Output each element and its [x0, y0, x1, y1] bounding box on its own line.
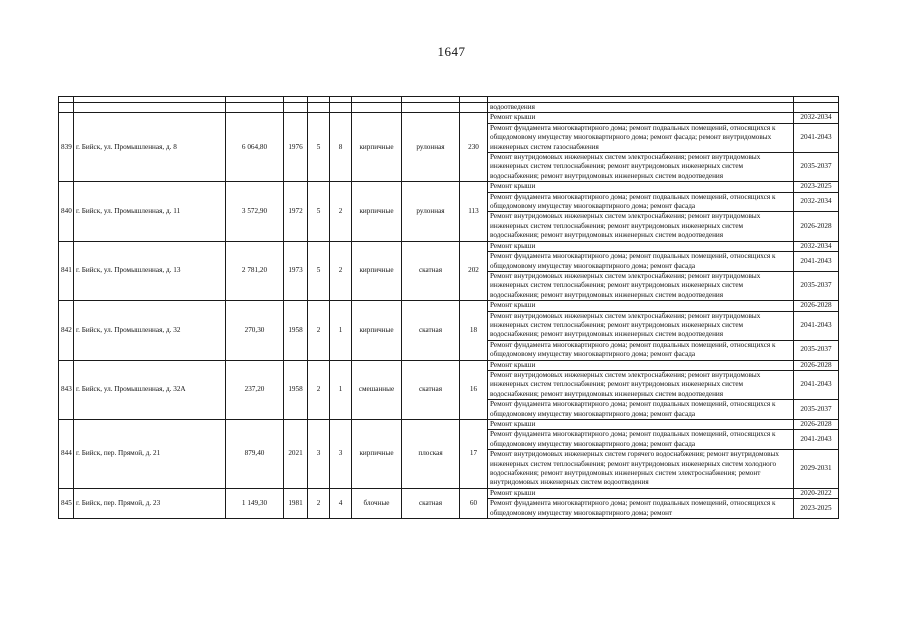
work-description: Ремонт фундамента многоквартирного дома; ремонт подвальных помещений, относящихся к общедомовому имуществу многоквартирного дома; ремонт фасада: [488, 430, 794, 450]
work-period: 2041-2043: [794, 252, 839, 272]
work-period: 2041-2043: [794, 430, 839, 450]
roof-type: скатная: [402, 488, 460, 518]
work-description: Ремонт крыши: [488, 113, 794, 123]
building-address: г. Бийск, ул. Промышленная, д. 32А: [74, 360, 226, 419]
work-period: 2026-2028: [794, 301, 839, 311]
work-period: 2020-2022: [794, 488, 839, 498]
work-description: Ремонт фундамента многоквартирного дома; ремонт подвальных помещений, относящихся к общедомовому имуществу многоквартирного дома; ремонт фасада: [488, 340, 794, 360]
building-row: [59, 241, 839, 251]
building-row: [59, 360, 839, 370]
building-address: г. Бийск, ул. Промышленная, д. 8: [74, 113, 226, 182]
floor-count: 5: [308, 241, 330, 300]
building-row: [59, 488, 839, 498]
entrance-count: 4: [330, 488, 352, 518]
apartment-count: 16: [460, 360, 488, 419]
commissioning-year: 1972: [284, 182, 308, 241]
wall-material: блочные: [352, 488, 402, 518]
entrance-count: 2: [330, 182, 352, 241]
wall-material: кирпичные: [352, 420, 402, 489]
wall-material: кирпичные: [352, 113, 402, 182]
work-period: 2026-2028: [794, 420, 839, 430]
work-description: Ремонт крыши: [488, 241, 794, 251]
apartment-count: 60: [460, 488, 488, 518]
work-description: Ремонт крыши: [488, 488, 794, 498]
roof-type: рулонная: [402, 113, 460, 182]
work-period: 2032-2034: [794, 113, 839, 123]
wall-material: кирпичные: [352, 301, 402, 360]
work-description: Ремонт фундамента многоквартирного дома; ремонт подвальных помещений, относящихся к общедомовому имуществу многоквартирного дома; ремонт: [488, 499, 794, 519]
repair-schedule-table: [58, 96, 839, 519]
apartment-count: 18: [460, 301, 488, 360]
wall-material: кирпичные: [352, 241, 402, 300]
building-number: 844: [59, 420, 74, 489]
work-description: Ремонт крыши: [488, 182, 794, 192]
commissioning-year: 1976: [284, 113, 308, 182]
floor-count: 5: [308, 113, 330, 182]
work-description: Ремонт фундамента многоквартирного дома; ремонт подвальных помещений, относящихся к общедомовому имуществу многоквартирного дома; ремонт фасада: [488, 252, 794, 272]
roof-type: скатная: [402, 360, 460, 419]
work-description: Ремонт крыши: [488, 360, 794, 370]
work-period: 2026-2028: [794, 360, 839, 370]
building-row: [59, 420, 839, 430]
roof-type: скатная: [402, 241, 460, 300]
roof-type: рулонная: [402, 182, 460, 241]
roof-type: скатная: [402, 301, 460, 360]
building-address: г. Бийск, ул. Промышленная, д. 11: [74, 182, 226, 241]
work-description: Ремонт фундамента многоквартирного дома; ремонт подвальных помещений, относящихся к общедомовому имуществу многоквартирного дома; ремонт фасада: [488, 400, 794, 420]
building-area: 6 064,80: [226, 113, 284, 182]
work-period: 2032-2034: [794, 192, 839, 212]
floor-count: 2: [308, 488, 330, 518]
floor-count: 2: [308, 360, 330, 419]
apartment-count: 113: [460, 182, 488, 241]
work-period: 2035-2037: [794, 400, 839, 420]
building-address: г. Бийск, пер. Прямой, д. 21: [74, 420, 226, 489]
work-description: Ремонт внутридомовых инженерных систем электроснабжения; ремонт внутридомовых инженерных систем теплоснабжения; ремонт внутридомовых инженерных систем водоснабжения; ремонт внутридомовых инженерных систем водоотведения: [488, 271, 794, 300]
entrance-count: 1: [330, 360, 352, 419]
commissioning-year: 2021: [284, 420, 308, 489]
building-address: г. Бийск, пер. Прямой, д. 23: [74, 488, 226, 518]
commissioning-year: 1958: [284, 360, 308, 419]
work-description: Ремонт фундамента многоквартирного дома; ремонт подвальных помещений, относящихся к общедомовому имуществу многоквартирного дома; ремонт фасада: [488, 192, 794, 212]
work-period: 2032-2034: [794, 241, 839, 251]
building-area: 1 149,30: [226, 488, 284, 518]
work-period: 2041-2043: [794, 370, 839, 399]
building-address: г. Бийск, ул. Промышленная, д. 13: [74, 241, 226, 300]
building-area: 270,30: [226, 301, 284, 360]
work-description: Ремонт внутридомовых инженерных систем горячего водоснабжения; ремонт внутридомовых инженерных систем теплоснабжения; ремонт внутридомовых инженерных систем холодного водоснабжения; ремонт внутридомовых инженерных систем электроснабжения; ремонт внутридомовых инженерных систем водоотведения: [488, 450, 794, 489]
work-description: Ремонт фундамента многоквартирного дома; ремонт подвальных помещений, относящихся к общедомовому имуществу многоквартирного дома; ремонт фасада; ремонт внутридомовых инженерных систем газоснабжения: [488, 123, 794, 152]
commissioning-year: 1958: [284, 301, 308, 360]
building-number: 840: [59, 182, 74, 241]
work-period: 2026-2028: [794, 212, 839, 241]
building-area: 237,20: [226, 360, 284, 419]
building-number: 843: [59, 360, 74, 419]
entrance-count: 3: [330, 420, 352, 489]
work-description: водоотведения: [488, 103, 794, 113]
floor-count: 3: [308, 420, 330, 489]
building-row: [59, 301, 839, 311]
work-period: 2035-2037: [794, 271, 839, 300]
work-description: Ремонт внутридомовых инженерных систем электроснабжения; ремонт внутридомовых инженерных систем теплоснабжения; ремонт внутридомовых инженерных систем водоснабжения; ремонт внутридомовых инженерных систем водоотведения: [488, 370, 794, 399]
apartment-count: 230: [460, 113, 488, 182]
entrance-count: 2: [330, 241, 352, 300]
floor-count: 5: [308, 182, 330, 241]
work-description: Ремонт внутридомовых инженерных систем электроснабжения; ремонт внутридомовых инженерных систем теплоснабжения; ремонт внутридомовых инженерных систем водоснабжения; ремонт внутридомовых инженерных систем водоотведения: [488, 311, 794, 340]
building-number: 841: [59, 241, 74, 300]
entrance-count: 8: [330, 113, 352, 182]
wall-material: кирпичные: [352, 182, 402, 241]
commissioning-year: 1981: [284, 488, 308, 518]
wall-material: смешанные: [352, 360, 402, 419]
work-description: Ремонт внутридомовых инженерных систем электроснабжения; ремонт внутридомовых инженерных систем теплоснабжения; ремонт внутридомовых инженерных систем водоснабжения; ремонт внутридомовых инженерных систем водоотведения: [488, 153, 794, 182]
building-area: 879,40: [226, 420, 284, 489]
work-period: 2035-2037: [794, 340, 839, 360]
work-period: 2029-2031: [794, 450, 839, 489]
work-description: Ремонт крыши: [488, 301, 794, 311]
building-number: 845: [59, 488, 74, 518]
work-description: Ремонт внутридомовых инженерных систем электроснабжения; ремонт внутридомовых инженерных систем теплоснабжения; ремонт внутридомовых инженерных систем водоснабжения; ремонт внутридомовых инженерных систем водоотведения: [488, 212, 794, 241]
work-period: 2035-2037: [794, 153, 839, 182]
apartment-count: 17: [460, 420, 488, 489]
work-period: 2041-2043: [794, 311, 839, 340]
building-number: 839: [59, 113, 74, 182]
work-period: 2041-2043: [794, 123, 839, 152]
page-number: 1647: [437, 44, 466, 59]
roof-type: плоская: [402, 420, 460, 489]
work-description: Ремонт крыши: [488, 420, 794, 430]
table-body: [59, 97, 839, 519]
continuation-row: [59, 103, 839, 113]
building-row: [59, 182, 839, 192]
building-address: г. Бийск, ул. Промышленная, д. 32: [74, 301, 226, 360]
work-period: 2023-2025: [794, 182, 839, 192]
commissioning-year: 1973: [284, 241, 308, 300]
apartment-count: 202: [460, 241, 488, 300]
building-area: 3 572,90: [226, 182, 284, 241]
building-number: 842: [59, 301, 74, 360]
building-row: [59, 113, 839, 123]
building-area: 2 781,20: [226, 241, 284, 300]
work-period: 2023-2025: [794, 499, 839, 519]
entrance-count: 1: [330, 301, 352, 360]
floor-count: 2: [308, 301, 330, 360]
